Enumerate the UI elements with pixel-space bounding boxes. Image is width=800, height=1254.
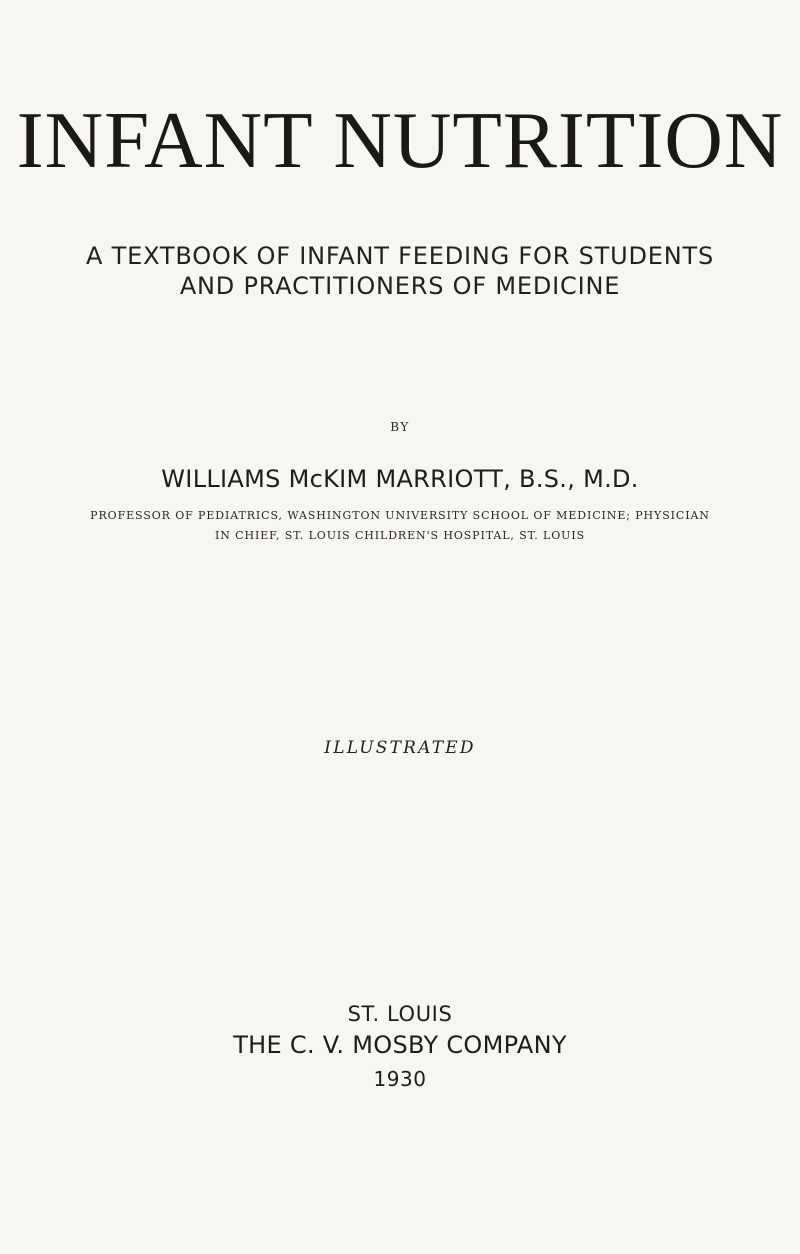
publisher-city: ST. LOUIS [347, 1002, 453, 1026]
author-name: WILLIAMS McKIM MARRIOTT, B.S., M.D. [161, 465, 639, 493]
book-title: INFANT NUTRITION [16, 95, 784, 185]
publisher-name: THE C. V. MOSBY COMPANY [233, 1031, 567, 1059]
subtitle-line-2: AND PRACTITIONERS OF MEDICINE [179, 272, 621, 300]
publication-year: 1930 [373, 1067, 427, 1091]
by-label: BY [390, 420, 410, 434]
author-credentials-line-2: IN CHIEF, ST. LOUIS CHILDREN'S HOSPITAL, ST. LOUIS [214, 529, 586, 542]
subtitle-line-1: A TEXTBOOK OF INFANT FEEDING FOR STUDENTS [86, 242, 714, 270]
illustrated-note: ILLUSTRATED [324, 738, 476, 758]
author-credentials-line-1: PROFESSOR OF PEDIATRICS, WASHINGTON UNIVERSITY SCHOOL OF MEDICINE; PHYSICIAN [90, 509, 710, 522]
